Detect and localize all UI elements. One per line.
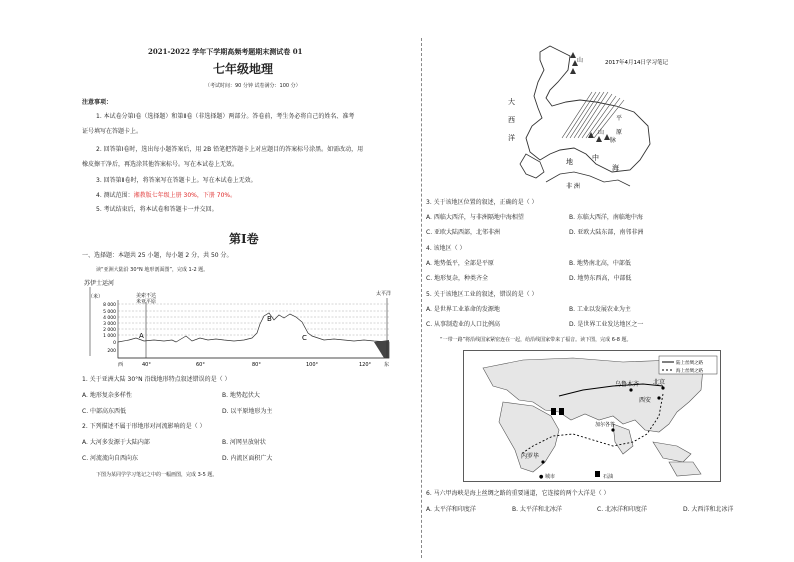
q3-stem: 3. 关于该地区位置的叙述，正确的是（ ） (426, 199, 538, 206)
legend-sea-route: 海上丝绸之路 (676, 369, 703, 374)
intro-q1-2: 读“亚洲大陆沿 30°N 地形剖面图”，完成 1-2 题。 (96, 267, 209, 273)
city-xian: 西安 (639, 397, 652, 404)
profile-x-ticks (118, 361, 389, 368)
profile-top-label: 苏伊士运河 (84, 280, 115, 287)
q1-option-c: C. 中部高东西低 (82, 408, 127, 415)
q1-option-d: D. 以平原地形为主 (222, 408, 273, 415)
europe-sketch-map (500, 42, 700, 192)
q5-option-c: C. 从事制造业的人口比例高 (426, 321, 501, 328)
city-urumqi: 乌鲁木齐 (615, 381, 640, 388)
y-tick: 200 (107, 349, 116, 354)
sketch-hai: 海 (612, 164, 619, 172)
q1-stem: 1. 关于亚洲大陆 30°N 沿线地形特点叙述错误的是（ ） (82, 376, 231, 383)
q1-option-b: B. 地势起伏大 (222, 392, 260, 399)
sketch-note: 2017年4月14日学习笔记 (605, 60, 668, 66)
q4-option-c: C. 地形复杂，种类齐全 (426, 275, 489, 282)
profile-y-ticks (103, 302, 116, 354)
note-2a: 2. 回答第Ⅰ卷时，选出每小题答案后，用 2B 铅笔把答题卡上对应题目的答案标号涂黑。如需改动，用 (96, 146, 364, 153)
y-tick: 4 000 (103, 316, 116, 321)
q4-option-d: D. 地势东西高，中部低 (569, 275, 632, 282)
sketch-zhong: 中 (592, 154, 599, 162)
sketch-plain: 平 (616, 115, 623, 122)
city-calcutta: 加尔各答 (595, 422, 616, 428)
exam-title: 2021-2022 学年下学期高频考题期末测试卷 01 (148, 47, 303, 56)
legend-city: ● 城市 (539, 474, 555, 480)
x-tick: 40° (142, 362, 151, 368)
profile-terrain (118, 313, 389, 358)
q2-option-a: A. 大河多发源于大陆内部 (82, 439, 150, 446)
q6-stem: 6. 马六甲海峡是海上丝绸之路的重要通道，它连接的两个大洋是（ ） (426, 490, 610, 497)
note-2b: 橡皮擦干净后，再选涂其他答案标号。写在本试卷上无效。 (82, 161, 239, 168)
note-1b: 证号填写在答题卡上。 (82, 128, 143, 135)
profile-point-a: A (139, 332, 144, 340)
q6-option-a: A. 太平洋和印度洋 (426, 506, 476, 513)
profile-point-c: C (302, 334, 307, 342)
sketch-mountain2: 脉 (610, 137, 617, 144)
q5-stem: 5. 关于该地区工业的叙述，错误的是（ ） (426, 291, 538, 298)
q4-stem: 4. 该地区（ ） (426, 245, 466, 252)
profile-label-meso2: 米亚平原 (136, 299, 157, 305)
q5-option-b: B. 工业以发展农业为主 (569, 306, 631, 313)
q6-option-b: B. 太平洋和北冰洋 (512, 506, 562, 513)
q1-option-a: A. 地形复杂多样性 (82, 392, 132, 399)
column-divider (421, 38, 422, 558)
section-title: 第Ⅰ卷 (229, 232, 259, 246)
sketch-mountain: 山 (598, 129, 605, 136)
q2-option-d: D. 内流区面积广大 (222, 455, 273, 462)
sketch-sea-3: 洋 (508, 134, 515, 142)
note-4: 4. 测试范围：湘教版七年级上册 30%，下册 70%。 (96, 192, 237, 199)
intro-q6-8: “一带一路”将沿线国家紧密连在一起，给沿线国家带来了福音。读下图，完成 6-8 题。 (440, 337, 632, 343)
x-east: 东 (384, 362, 390, 368)
profile-unit: （米） (88, 294, 104, 300)
q2-option-c: C. 河流流向自西向东 (82, 455, 139, 462)
q2-option-b: B. 河网呈放射状 (222, 439, 266, 446)
q6-option-d: D. 大西洋和北冰洋 (683, 506, 734, 513)
x-tick: 100° (306, 362, 319, 368)
q6-option-c: C. 北冰洋和印度洋 (597, 506, 648, 513)
note-1a: 1. 本试卷分第Ⅰ卷（选择题）和第Ⅱ卷（非选择题）两部分。答卷前，考生务必将自己的姓名、准考 (96, 113, 355, 120)
profile-label-meso: 美索不达 (136, 293, 157, 299)
q3-option-b: B. 东临大西洋，南临地中海 (569, 214, 643, 221)
sketch-sea-1: 大 (508, 98, 515, 106)
q3-option-c: C. 亚欧大陆西部，北邻非洲 (426, 229, 501, 236)
sketch-plain-hatch (562, 92, 624, 138)
part1-instruction: 一、选择题：本题共 25 小题，每小题 2 分，共 50 分。 (82, 252, 233, 259)
y-tick: 2 000 (103, 328, 116, 333)
y-tick: 8 000 (103, 303, 116, 308)
exam-info: （考试时间：90 分钟 试卷满分：100 分） (205, 83, 301, 89)
sketch-sea-2: 西 (508, 116, 515, 124)
q4-option-b: B. 地势南北高，中部低 (569, 260, 631, 267)
q3-option-d: D. 亚欧大陆东部，南邻非洲 (569, 229, 644, 236)
subject-title: 七年级地理 (213, 62, 274, 76)
x-tick: 60° (196, 362, 205, 368)
q3-option-a: A. 西临大西洋，与非洲隔地中海相望 (426, 214, 524, 221)
x-tick: 80° (252, 362, 261, 368)
city-beijing: 北京 (653, 379, 666, 386)
city-nairobi: 内罗毕 (521, 453, 540, 460)
profile-label-pacific: 太平洋 (376, 291, 392, 297)
x-west: 西 (118, 362, 124, 368)
profile-point-b: B (267, 315, 272, 323)
intro-q3-5: 下图为某同学学习笔记之中的一幅画图，完成 3-5 题。 (96, 472, 218, 478)
q4-option-a: A. 地势低平，全部是平原 (426, 260, 494, 267)
q5-option-a: A. 是世界工业革命的发源地 (426, 306, 500, 313)
note-5: 5. 考试结束后，将本试卷和答题卡一并交回。 (96, 206, 218, 213)
silk-road-map (463, 350, 721, 482)
y-tick: 0 (113, 341, 116, 346)
legend-land-route: 陆上丝绸之路 (676, 361, 703, 366)
y-tick: 3 000 (103, 322, 116, 327)
sketch-plain2: 原 (616, 129, 623, 136)
legend-oil: 石油 (603, 474, 614, 480)
q2-stem: 2. 下列描述不属于形地形对河流影响的是（ ） (82, 423, 206, 430)
y-tick: 1 000 (103, 334, 116, 339)
sketch-di: 地 (566, 158, 573, 166)
notes-heading: 注意事项： (82, 99, 113, 106)
note-3: 3. 回答第Ⅱ卷时，将答案写在答题卡上。写在本试卷上无效。 (96, 177, 257, 184)
x-tick: 120° (359, 362, 372, 368)
sketch-shan-top: 山 (577, 57, 584, 64)
sketch-africa: 非 洲 (566, 183, 580, 190)
y-tick: 5 000 (103, 310, 116, 315)
q5-option-d: D. 是世界工业发达地区之一 (569, 321, 644, 328)
terrain-profile-chart (84, 278, 404, 370)
